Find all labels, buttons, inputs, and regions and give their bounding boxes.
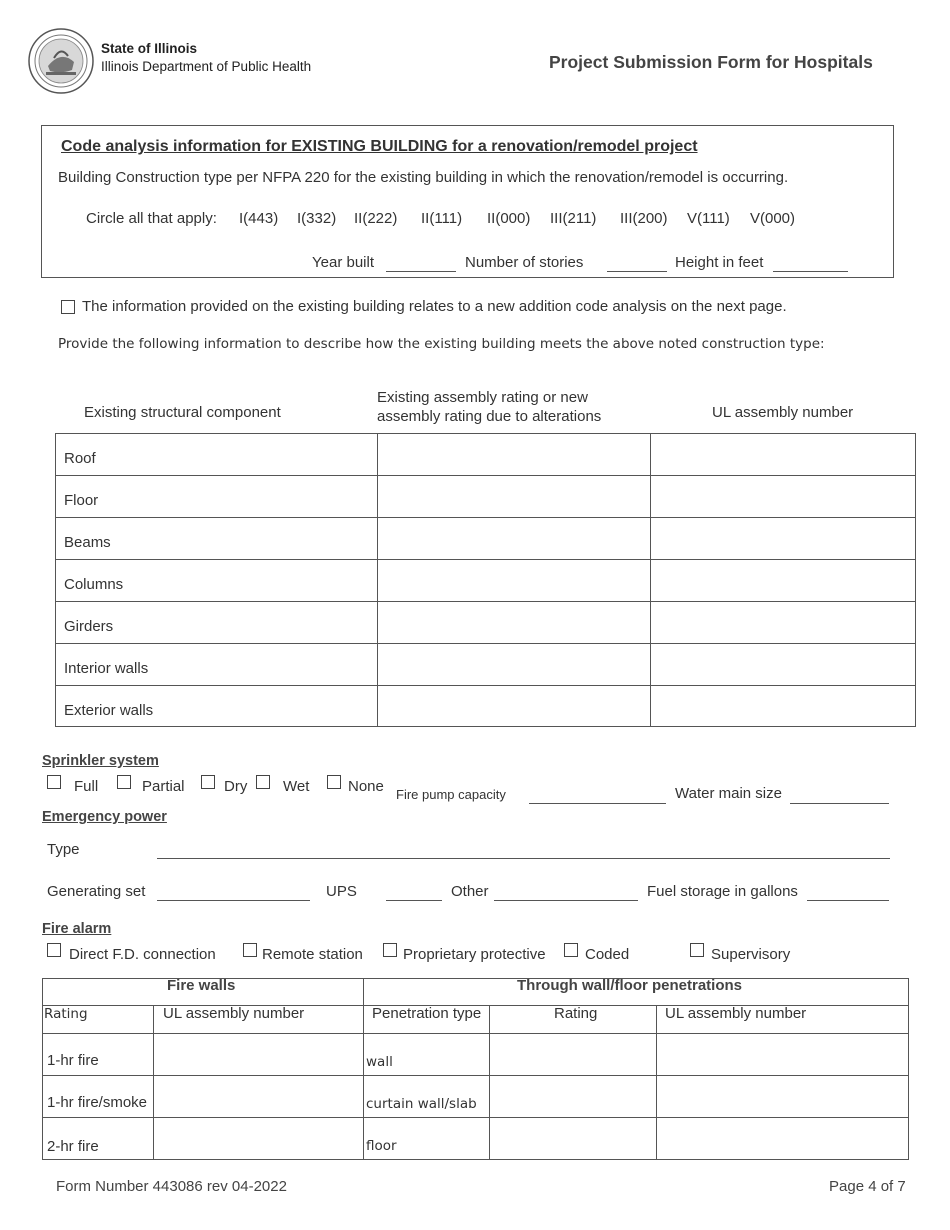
emergency-heading: Emergency power: [42, 809, 167, 825]
ul-input[interactable]: [656, 1075, 909, 1118]
fuel-storage-label: Fuel storage in gallons: [647, 883, 798, 900]
component-label: Exterior walls: [64, 702, 154, 719]
existing-description: Building Construction type per NFPA 220 for the existing building in which the renovation/remodel is occurring.: [58, 169, 789, 186]
water-main-label: Water main size: [675, 785, 782, 802]
ul-input[interactable]: [650, 643, 916, 686]
illinois-seal-logo: [28, 28, 94, 94]
ul-input[interactable]: [153, 1075, 364, 1118]
type-option[interactable]: II(111): [421, 210, 463, 227]
type-option[interactable]: II(222): [354, 210, 398, 227]
type-option[interactable]: III(200): [620, 210, 668, 227]
ul-input[interactable]: [153, 1117, 364, 1160]
sprinkler-partial-checkbox[interactable]: [117, 775, 131, 789]
addition-label: The information provided on the existing building relates to a new addition code analysis on the next page.: [82, 298, 787, 315]
stories-field[interactable]: [607, 271, 667, 272]
component-label: Roof: [64, 450, 96, 467]
year-built-label: Year built: [312, 254, 374, 271]
ul-input[interactable]: [650, 601, 916, 644]
remote-station-checkbox[interactable]: [243, 943, 257, 957]
rating-input[interactable]: [377, 601, 651, 644]
fuel-storage-field[interactable]: [807, 900, 889, 901]
ul-input[interactable]: [650, 685, 916, 727]
rating-input[interactable]: [377, 685, 651, 727]
type-option[interactable]: III(211): [550, 210, 597, 227]
generating-set-field[interactable]: [157, 900, 310, 901]
struct-col-rating-line2: assembly rating due to alterations: [377, 408, 602, 425]
rating-input[interactable]: [489, 1033, 657, 1076]
component-label: Floor: [64, 492, 99, 509]
supervisory-checkbox[interactable]: [690, 943, 704, 957]
fire-pump-label: Fire pump capacity: [396, 787, 506, 802]
page-number: Page 4 of 7: [829, 1178, 906, 1195]
fire-walls-title: Fire walls: [167, 977, 236, 994]
sprinkler-partial-label: Partial: [142, 778, 185, 795]
rating-input[interactable]: [377, 433, 651, 476]
sprinkler-wet-label: Wet: [283, 778, 310, 795]
sprinkler-dry-label: Dry: [224, 778, 248, 795]
type-option[interactable]: I(443): [239, 210, 279, 227]
struct-col-rating-line1: Existing assembly rating or new: [377, 389, 588, 406]
stories-label: Number of stories: [465, 254, 584, 271]
type-option[interactable]: V(000): [750, 210, 796, 227]
type-option[interactable]: V(111): [687, 210, 730, 227]
direct-fd-checkbox[interactable]: [47, 943, 61, 957]
struct-col-component: Existing structural component: [84, 404, 281, 421]
ups-field[interactable]: [386, 900, 442, 901]
fire-pump-field[interactable]: [529, 803, 666, 804]
rating-input[interactable]: [489, 1075, 657, 1118]
existing-heading: Code analysis information for EXISTING BUILDING for a renovation/remodel project: [61, 138, 698, 155]
proprietary-checkbox[interactable]: [383, 943, 397, 957]
rating-input[interactable]: [377, 559, 651, 602]
ul-col-label: UL assembly number: [163, 1005, 305, 1022]
sprinkler-full-label: Full: [74, 778, 99, 795]
component-label: Girders: [64, 618, 114, 635]
sprinkler-full-checkbox[interactable]: [47, 775, 61, 789]
penetration-rating-col-label: Rating: [554, 1005, 598, 1022]
penetration-type-label: curtain wall/slab: [366, 1096, 477, 1112]
state-name: State of Illinois: [101, 41, 198, 56]
addition-checkbox[interactable]: [61, 300, 75, 314]
rating-label: 1-hr fire/smoke: [47, 1094, 148, 1111]
direct-fd-label: Direct F.D. connection: [69, 946, 216, 963]
ul-input[interactable]: [650, 433, 916, 476]
sprinkler-none-label: None: [348, 778, 384, 795]
penetration-ul-col-label: UL assembly number: [665, 1005, 807, 1022]
rating-input[interactable]: [377, 475, 651, 518]
height-label: Height in feet: [675, 254, 764, 271]
form-number: Form Number 443086 rev 04-2022: [56, 1178, 287, 1195]
height-field[interactable]: [773, 271, 848, 272]
ul-input[interactable]: [650, 517, 916, 560]
sprinkler-dry-checkbox[interactable]: [201, 775, 215, 789]
penetrations-title: Through wall/floor penetrations: [517, 977, 742, 994]
provide-instructions: Provide the following information to describe how the existing building meets the above noted construction type:: [58, 336, 825, 352]
table-row: [55, 433, 378, 476]
form-title: Project Submission Form for Hospitals: [549, 52, 873, 72]
rating-input[interactable]: [377, 643, 651, 686]
rating-label: 2-hr fire: [47, 1138, 99, 1155]
sprinkler-none-checkbox[interactable]: [327, 775, 341, 789]
ul-input[interactable]: [656, 1117, 909, 1160]
penetration-type-label: floor: [366, 1138, 397, 1154]
ul-input[interactable]: [650, 475, 916, 518]
ul-input[interactable]: [153, 1033, 364, 1076]
rating-label: 1-hr fire: [47, 1052, 99, 1069]
ul-input[interactable]: [656, 1033, 909, 1076]
type-option[interactable]: II(000): [487, 210, 531, 227]
table-row: [55, 475, 378, 518]
fire-alarm-heading: Fire alarm: [42, 921, 112, 937]
rating-col-label: Rating: [44, 1006, 88, 1022]
struct-col-ul: UL assembly number: [712, 404, 854, 421]
penetration-type-label: wall: [366, 1054, 393, 1070]
department-name: Illinois Department of Public Health: [101, 59, 312, 74]
rating-input[interactable]: [377, 517, 651, 560]
water-main-field[interactable]: [790, 803, 889, 804]
type-option[interactable]: I(332): [297, 210, 337, 227]
other-field[interactable]: [494, 900, 638, 901]
ups-label: UPS: [326, 883, 357, 900]
penetration-type-col-label: Penetration type: [372, 1005, 482, 1022]
ul-input[interactable]: [650, 559, 916, 602]
emergency-type-field[interactable]: [157, 858, 890, 859]
year-built-field[interactable]: [386, 271, 456, 272]
coded-checkbox[interactable]: [564, 943, 578, 957]
sprinkler-heading: Sprinkler system: [42, 753, 159, 769]
generating-set-label: Generating set: [47, 883, 146, 900]
coded-label: Coded: [585, 946, 630, 963]
other-label: Other: [451, 883, 489, 900]
circle-label: Circle all that apply:: [86, 210, 217, 227]
rating-input[interactable]: [489, 1117, 657, 1160]
proprietary-label: Proprietary protective: [403, 946, 546, 963]
component-label: Columns: [64, 576, 124, 593]
component-label: Beams: [64, 534, 111, 551]
supervisory-label: Supervisory: [711, 946, 791, 963]
component-label: Interior walls: [64, 660, 149, 677]
remote-station-label: Remote station: [262, 946, 363, 963]
emergency-type-label: Type: [47, 841, 80, 858]
sprinkler-wet-checkbox[interactable]: [256, 775, 270, 789]
